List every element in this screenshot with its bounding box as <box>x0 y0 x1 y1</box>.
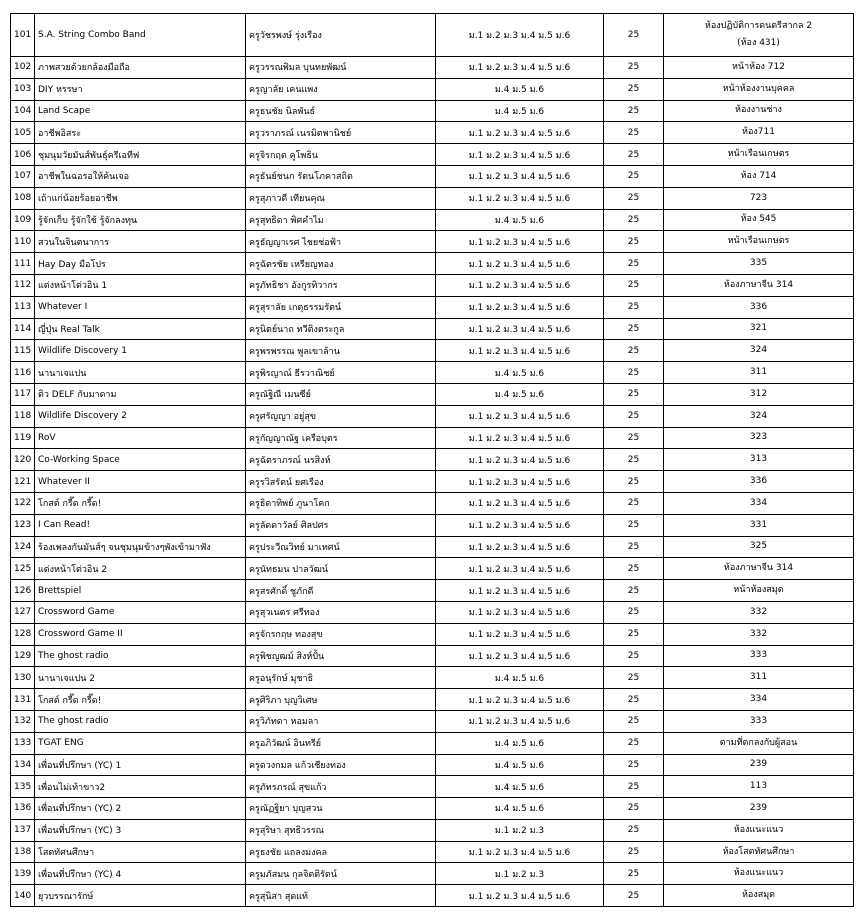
room-cell: ห้องโสตทัศนศึกษา <box>664 841 854 863</box>
row-number-cell: 105 <box>11 122 35 144</box>
activity-name-cell: เพื่อนไม่เท้าขาว2 <box>35 776 246 798</box>
row-number-cell: 101 <box>11 14 35 57</box>
activity-name-cell: นานาเจแปน 2 <box>35 667 246 689</box>
teacher-name-cell: ครูกัญญาณัฐ เครือบุตร <box>246 427 436 449</box>
table-body <box>11 14 854 907</box>
table-row <box>11 144 854 166</box>
row-number-cell: 109 <box>11 209 35 231</box>
activity-name-cell: ร้องเพลงกันมันส์ๆ จนชุมนุมข้างๆพังเข้ามาฟัง <box>35 536 246 558</box>
capacity-cell: 25 <box>604 645 664 667</box>
teacher-name-cell: ครูญาลัย เคนแพง <box>246 78 436 100</box>
table-row <box>11 667 854 689</box>
teacher-name-cell: ครูสุริษา สุทธิวรรณ <box>246 819 436 841</box>
row-number-cell: 129 <box>11 645 35 667</box>
room-cell: 324 <box>664 405 854 427</box>
row-number-cell: 132 <box>11 710 35 732</box>
activity-name-cell: Hay Day มือโปร <box>35 253 246 275</box>
row-number-cell: 122 <box>11 492 35 514</box>
capacity-cell: 25 <box>604 165 664 187</box>
table-row <box>11 601 854 623</box>
teacher-name-cell: ครูภัทธิชา อังกูรทิวากร <box>246 274 436 296</box>
teacher-name-cell: ครูธันย์ชนก รัตนโภคาสถิต <box>246 165 436 187</box>
grade-levels-cell: ม.1 ม.2 ม.3 ม.4 ม.5 ม.6 <box>436 231 604 253</box>
grade-levels-cell: ม.1 ม.2 ม.3 ม.4 ม.5 ม.6 <box>436 144 604 166</box>
grade-levels-cell: ม.4 ม.5 ม.6 <box>436 78 604 100</box>
teacher-name-cell: ครูสุทธิดา พิศคำไม <box>246 209 436 231</box>
table-row <box>11 863 854 885</box>
teacher-name-cell: ครูมภัสมน กุลจิตติรัตน์ <box>246 863 436 885</box>
activity-name-cell: S.A. String Combo Band <box>35 14 246 57</box>
grade-levels-cell: ม.1 ม.2 ม.3 ม.4 ม.5 ม.6 <box>436 492 604 514</box>
row-number-cell: 138 <box>11 841 35 863</box>
activity-name-cell: ญี่ปุ่น Real Talk <box>35 318 246 340</box>
grade-levels-cell: ม.4 ม.5 ม.6 <box>436 798 604 820</box>
row-number-cell: 104 <box>11 100 35 122</box>
capacity-cell: 25 <box>604 514 664 536</box>
table-row <box>11 536 854 558</box>
grade-levels-cell: ม.1 ม.2 ม.3 ม.4 ม.5 ม.6 <box>436 187 604 209</box>
grade-levels-cell: ม.1 ม.2 ม.3 ม.4 ม.5 ม.6 <box>436 645 604 667</box>
room-cell: 313 <box>664 449 854 471</box>
activity-name-cell: เพื่อนที่ปรึกษา (YC) 2 <box>35 798 246 820</box>
grade-levels-cell: ม.1 ม.2 ม.3 ม.4 ม.5 ม.6 <box>436 536 604 558</box>
room-cell: 336 <box>664 296 854 318</box>
room-cell: 336 <box>664 471 854 493</box>
teacher-name-cell: ครูรวิสรัตน์ ยศเรือง <box>246 471 436 493</box>
grade-levels-cell: ม.1 ม.2 ม.3 ม.4 ม.5 ม.6 <box>436 340 604 362</box>
teacher-name-cell: ครูจักรกฤษ ทองสุข <box>246 623 436 645</box>
row-number-cell: 114 <box>11 318 35 340</box>
activity-name-cell: เถ้าแก่น้อยร้อยอาชีพ <box>35 187 246 209</box>
teacher-name-cell: ครูภัทรภรณ์ สุขแก้ว <box>246 776 436 798</box>
grade-levels-cell: ม.1 ม.2 ม.3 ม.4 ม.5 ม.6 <box>436 885 604 907</box>
capacity-cell: 25 <box>604 558 664 580</box>
grade-levels-cell: ม.1 ม.2 ม.3 ม.4 ม.5 ม.6 <box>436 427 604 449</box>
row-number-cell: 130 <box>11 667 35 689</box>
capacity-cell: 25 <box>604 340 664 362</box>
capacity-cell: 25 <box>604 318 664 340</box>
activity-name-cell: ชุมนุมวัยมันส์พันธุ์ครีเอทีฟ <box>35 144 246 166</box>
capacity-cell: 25 <box>604 492 664 514</box>
teacher-name-cell: ครูธิดาทิพย์ ภูนาโคก <box>246 492 436 514</box>
capacity-cell: 25 <box>604 776 664 798</box>
teacher-name-cell: ครูธงชัย แถลงมงคล <box>246 841 436 863</box>
room-cell: 323 <box>664 427 854 449</box>
teacher-name-cell: ครูวราภรณ์ เนรมิตพานิชย์ <box>246 122 436 144</box>
teacher-name-cell: ครูอนุรักษ์ มุชาธิ <box>246 667 436 689</box>
table-row <box>11 405 854 427</box>
capacity-cell: 25 <box>604 78 664 100</box>
room-line-1: ห้องปฏิบัติการดนตรีสากล 2 <box>704 21 813 31</box>
capacity-cell: 25 <box>604 798 664 820</box>
room-cell: หน้าเรือนเกษตร <box>664 144 854 166</box>
room-cell: 239 <box>664 798 854 820</box>
room-cell: 325 <box>664 536 854 558</box>
table-row <box>11 427 854 449</box>
row-number-cell: 131 <box>11 689 35 711</box>
room-cell <box>664 14 854 57</box>
room-cell: 335 <box>664 253 854 275</box>
capacity-cell: 25 <box>604 100 664 122</box>
grade-levels-cell: ม.1 ม.2 ม.3 ม.4 ม.5 ม.6 <box>436 274 604 296</box>
grade-levels-cell: ม.4 ม.5 ม.6 <box>436 100 604 122</box>
activity-name-cell: โกสต์ กรี๊ด กรี๊ด! <box>35 689 246 711</box>
teacher-name-cell: ครูวิภัทดา หอมลา <box>246 710 436 732</box>
capacity-cell: 25 <box>604 14 664 57</box>
activity-name-cell: ยุวบรรณารักษ์ <box>35 885 246 907</box>
capacity-cell: 25 <box>604 536 664 558</box>
capacity-cell: 25 <box>604 689 664 711</box>
activity-name-cell: ติว DELF กับมาดาม <box>35 383 246 405</box>
room-cell: 334 <box>664 492 854 514</box>
row-number-cell: 106 <box>11 144 35 166</box>
activity-name-cell: อาชีพอิสระ <box>35 122 246 144</box>
table-row <box>11 645 854 667</box>
table-row <box>11 57 854 79</box>
room-cell: 239 <box>664 754 854 776</box>
grade-levels-cell: ม.1 ม.2 ม.3 ม.4 ม.5 ม.6 <box>436 318 604 340</box>
grade-levels-cell: ม.1 ม.2 ม.3 <box>436 819 604 841</box>
capacity-cell: 25 <box>604 253 664 275</box>
capacity-cell: 25 <box>604 383 664 405</box>
table-row <box>11 492 854 514</box>
teacher-name-cell: ครูอภิวัฒน์ อินทรีย์ <box>246 732 436 754</box>
row-number-cell: 125 <box>11 558 35 580</box>
table-row <box>11 885 854 907</box>
teacher-name-cell: ครูดวงกมล แก้วเชียงทอง <box>246 754 436 776</box>
room-cell: ตามที่ตกลงกับผู้สอน <box>664 732 854 754</box>
row-number-cell: 128 <box>11 623 35 645</box>
room-cell: 333 <box>664 645 854 667</box>
row-number-cell: 137 <box>11 819 35 841</box>
teacher-name-cell: ครูพิรญาณ์ ธีรวาณิชย์ <box>246 362 436 384</box>
table-row <box>11 558 854 580</box>
grade-levels-cell: ม.1 ม.2 ม.3 ม.4 ม.5 ม.6 <box>436 558 604 580</box>
activity-name-cell: แต่งหน้าโต่วอิน 2 <box>35 558 246 580</box>
capacity-cell: 25 <box>604 863 664 885</box>
activity-name-cell: Brettspiel <box>35 580 246 602</box>
row-number-cell: 123 <box>11 514 35 536</box>
teacher-name-cell: ครูฉัตราภรณ์ นรสิงห์ <box>246 449 436 471</box>
capacity-cell: 25 <box>604 57 664 79</box>
teacher-name-cell: ครูนัทธมน ปาลวัฒน์ <box>246 558 436 580</box>
row-number-cell: 127 <box>11 601 35 623</box>
teacher-name-cell: ครูวรรณพิมล บุนทยพัฒน์ <box>246 57 436 79</box>
grade-levels-cell: ม.4 ม.5 ม.6 <box>436 732 604 754</box>
capacity-cell: 25 <box>604 841 664 863</box>
row-number-cell: 116 <box>11 362 35 384</box>
grade-levels-cell: ม.1 ม.2 ม.3 ม.4 ม.5 ม.6 <box>436 122 604 144</box>
row-number-cell: 118 <box>11 405 35 427</box>
teacher-name-cell: ครูวัชรพงษ์ รุ่งเรือง <box>246 14 436 57</box>
table-row <box>11 841 854 863</box>
room-cell: 332 <box>664 623 854 645</box>
activity-name-cell: Wildlife Discovery 2 <box>35 405 246 427</box>
row-number-cell: 119 <box>11 427 35 449</box>
room-cell: 321 <box>664 318 854 340</box>
row-number-cell: 113 <box>11 296 35 318</box>
room-cell: 332 <box>664 601 854 623</box>
grade-levels-cell: ม.4 ม.5 ม.6 <box>436 667 604 689</box>
room-cell: ห้องภาษาจีน 314 <box>664 274 854 296</box>
activity-name-cell: Co-Working Space <box>35 449 246 471</box>
capacity-cell: 25 <box>604 471 664 493</box>
grade-levels-cell: ม.4 ม.5 ม.6 <box>436 776 604 798</box>
teacher-name-cell: ครูธัญญาเรศ ไชยช่อฟ้า <box>246 231 436 253</box>
capacity-cell: 25 <box>604 144 664 166</box>
row-number-cell: 126 <box>11 580 35 602</box>
table-row <box>11 187 854 209</box>
activity-name-cell: Crossword Game II <box>35 623 246 645</box>
table-row <box>11 732 854 754</box>
row-number-cell: 133 <box>11 732 35 754</box>
activity-table <box>10 13 854 907</box>
room-cell: ห้องแนะแนว <box>664 863 854 885</box>
grade-levels-cell: ม.1 ม.2 ม.3 ม.4 ม.5 ม.6 <box>436 449 604 471</box>
row-number-cell: 136 <box>11 798 35 820</box>
table-row <box>11 471 854 493</box>
grade-levels-cell: ม.1 ม.2 ม.3 <box>436 863 604 885</box>
table-row <box>11 100 854 122</box>
activity-name-cell: โสตทัศนศึกษา <box>35 841 246 863</box>
room-cell: ห้องแนะแนว <box>664 819 854 841</box>
grade-levels-cell: ม.1 ม.2 ม.3 ม.4 ม.5 ม.6 <box>436 57 604 79</box>
teacher-name-cell: ครูนิตย์นาถ ทวีติงตระกูล <box>246 318 436 340</box>
grade-levels-cell: ม.1 ม.2 ม.3 ม.4 ม.5 ม.6 <box>436 710 604 732</box>
grade-levels-cell: ม.1 ม.2 ม.3 ม.4 ม.5 ม.6 <box>436 253 604 275</box>
activity-name-cell: Crossword Game <box>35 601 246 623</box>
capacity-cell: 25 <box>604 122 664 144</box>
row-number-cell: 102 <box>11 57 35 79</box>
table-row <box>11 819 854 841</box>
row-number-cell: 139 <box>11 863 35 885</box>
table-row <box>11 383 854 405</box>
teacher-name-cell: ครูธนชัย นิลพันธ์ <box>246 100 436 122</box>
grade-levels-cell: ม.4 ม.5 ม.6 <box>436 754 604 776</box>
table-row <box>11 165 854 187</box>
row-number-cell: 110 <box>11 231 35 253</box>
table-row <box>11 689 854 711</box>
grade-levels-cell: ม.1 ม.2 ม.3 ม.4 ม.5 ม.6 <box>436 405 604 427</box>
room-cell: ห้อง 545 <box>664 209 854 231</box>
activity-name-cell: รู้จักเก็บ รู้จักใช้ รู้จักลงทุน <box>35 209 246 231</box>
grade-levels-cell: ม.1 ม.2 ม.3 ม.4 ม.5 ม.6 <box>436 471 604 493</box>
activity-name-cell: สวนในจินตนาการ <box>35 231 246 253</box>
capacity-cell: 25 <box>604 296 664 318</box>
capacity-cell: 25 <box>604 601 664 623</box>
table-row <box>11 362 854 384</box>
room-cell: หน้าห้อง 712 <box>664 57 854 79</box>
table-row <box>11 449 854 471</box>
room-cell: 311 <box>664 362 854 384</box>
activity-name-cell: เพื่อนที่ปรึกษา (YC) 1 <box>35 754 246 776</box>
capacity-cell: 25 <box>604 754 664 776</box>
teacher-name-cell: ครูพรพรรณ พูลเขาล้าน <box>246 340 436 362</box>
activity-name-cell: เพื่อนที่ปรึกษา (YC) 4 <box>35 863 246 885</box>
activity-name-cell: Land Scape <box>35 100 246 122</box>
row-number-cell: 112 <box>11 274 35 296</box>
grade-levels-cell: ม.4 ม.5 ม.6 <box>436 209 604 231</box>
grade-levels-cell: ม.1 ม.2 ม.3 ม.4 ม.5 ม.6 <box>436 689 604 711</box>
table-row <box>11 580 854 602</box>
row-number-cell: 103 <box>11 78 35 100</box>
grade-levels-cell: ม.1 ม.2 ม.3 ม.4 ม.5 ม.6 <box>436 623 604 645</box>
teacher-name-cell: ครูณัฏฐิยา บุญสวน <box>246 798 436 820</box>
room-cell: ห้องภาษาจีน 314 <box>664 558 854 580</box>
table-row <box>11 798 854 820</box>
teacher-name-cell: ครูสุภาวดี เทียนคุณ <box>246 187 436 209</box>
room-cell: 311 <box>664 667 854 689</box>
activity-name-cell: TGAT ENG <box>35 732 246 754</box>
table-row <box>11 253 854 275</box>
table-row <box>11 710 854 732</box>
capacity-cell: 25 <box>604 427 664 449</box>
capacity-cell: 25 <box>604 732 664 754</box>
activity-name-cell: DIY หรรษา <box>35 78 246 100</box>
room-cell: 312 <box>664 383 854 405</box>
capacity-cell: 25 <box>604 667 664 689</box>
activity-name-cell: RoV <box>35 427 246 449</box>
activity-name-cell: ภาพสวยด้วยกล้องมือถือ <box>35 57 246 79</box>
room-cell: 333 <box>664 710 854 732</box>
grade-levels-cell: ม.4 ม.5 ม.6 <box>436 362 604 384</box>
teacher-name-cell: ครูศรัญญา อยู่สุข <box>246 405 436 427</box>
teacher-name-cell: ครูณัฐิณี เมนซีย์ <box>246 383 436 405</box>
capacity-cell: 25 <box>604 819 664 841</box>
table-row <box>11 514 854 536</box>
table-row <box>11 296 854 318</box>
activity-name-cell: Wildlife Discovery 1 <box>35 340 246 362</box>
capacity-cell: 25 <box>604 885 664 907</box>
room-cell: ห้องสมุด <box>664 885 854 907</box>
capacity-cell: 25 <box>604 710 664 732</box>
table-row <box>11 122 854 144</box>
capacity-cell: 25 <box>604 405 664 427</box>
row-number-cell: 107 <box>11 165 35 187</box>
teacher-name-cell: ครูสุราลัย เกตุธรรมรัตน์ <box>246 296 436 318</box>
teacher-name-cell: ครูพิชญฒม์ สิงห์ปั้น <box>246 645 436 667</box>
activity-name-cell: Whatever II <box>35 471 246 493</box>
activity-name-cell: Whatever I <box>35 296 246 318</box>
capacity-cell: 25 <box>604 623 664 645</box>
activity-name-cell: แต่งหน้าโต่วอิน 1 <box>35 274 246 296</box>
teacher-name-cell: ครูสรศักดิ์ ชูภักดี <box>246 580 436 602</box>
table-row <box>11 231 854 253</box>
grade-levels-cell: ม.4 ม.5 ม.6 <box>436 383 604 405</box>
capacity-cell: 25 <box>604 187 664 209</box>
teacher-name-cell: ครูสุนิสา สุดแท้ <box>246 885 436 907</box>
teacher-name-cell: ครูจิรกฤต คูโพธิน <box>246 144 436 166</box>
table-row <box>11 78 854 100</box>
grade-levels-cell: ม.1 ม.2 ม.3 ม.4 ม.5 ม.6 <box>436 580 604 602</box>
room-cell: หน้าเรือนเกษตร <box>664 231 854 253</box>
teacher-name-cell: ครูประวีณวิทย์ มาเทศน์ <box>246 536 436 558</box>
row-number-cell: 115 <box>11 340 35 362</box>
room-cell: ห้อง 714 <box>664 165 854 187</box>
table-row <box>11 318 854 340</box>
grade-levels-cell: ม.1 ม.2 ม.3 ม.4 ม.5 ม.6 <box>436 514 604 536</box>
activity-name-cell: นานาเจแปน <box>35 362 246 384</box>
activity-name-cell: อาชีพในฉอรอให้ค้นเจอ <box>35 165 246 187</box>
capacity-cell: 25 <box>604 231 664 253</box>
table-row <box>11 776 854 798</box>
row-number-cell: 134 <box>11 754 35 776</box>
capacity-cell: 25 <box>604 449 664 471</box>
capacity-cell: 25 <box>604 209 664 231</box>
room-cell: หน้าห้องงานบุคคล <box>664 78 854 100</box>
grade-levels-cell: ม.1 ม.2 ม.3 ม.4 ม.5 ม.6 <box>436 296 604 318</box>
activity-name-cell: I Can Read! <box>35 514 246 536</box>
teacher-name-cell: ครูลัดดาวัลย์ ศิลปศร <box>246 514 436 536</box>
table-row <box>11 209 854 231</box>
row-number-cell: 120 <box>11 449 35 471</box>
row-number-cell: 108 <box>11 187 35 209</box>
teacher-name-cell: ครูฉัตรชัย เหรียญทอง <box>246 253 436 275</box>
room-cell: หน้าห้องสมุด <box>664 580 854 602</box>
activity-name-cell: The ghost radio <box>35 645 246 667</box>
row-number-cell: 121 <box>11 471 35 493</box>
table-row <box>11 754 854 776</box>
activity-name-cell: The ghost radio <box>35 710 246 732</box>
capacity-cell: 25 <box>604 274 664 296</box>
teacher-name-cell: ครูศิริภา บุญวิเศษ <box>246 689 436 711</box>
capacity-cell: 25 <box>604 362 664 384</box>
room-cell: 324 <box>664 340 854 362</box>
row-number-cell: 140 <box>11 885 35 907</box>
room-cell: ห้องงานช่าง <box>664 100 854 122</box>
room-cell: 331 <box>664 514 854 536</box>
activity-name-cell: เพื่อนที่ปรึกษา (YC) 3 <box>35 819 246 841</box>
activity-name-cell: โกสต์ กรี๊ด กรี๊ด! <box>35 492 246 514</box>
room-cell: 113 <box>664 776 854 798</box>
room-line-2: (ห้อง 431) <box>737 38 780 48</box>
room-cell: 723 <box>664 187 854 209</box>
row-number-cell: 117 <box>11 383 35 405</box>
grade-levels-cell: ม.1 ม.2 ม.3 ม.4 ม.5 ม.6 <box>436 165 604 187</box>
row-number-cell: 135 <box>11 776 35 798</box>
table-row <box>11 14 854 57</box>
room-cell: ห้อง711 <box>664 122 854 144</box>
table-row <box>11 623 854 645</box>
capacity-cell: 25 <box>604 580 664 602</box>
room-cell: 334 <box>664 689 854 711</box>
table-row <box>11 340 854 362</box>
grade-levels-cell: ม.1 ม.2 ม.3 ม.4 ม.5 ม.6 <box>436 841 604 863</box>
grade-levels-cell: ม.1 ม.2 ม.3 ม.4 ม.5 ม.6 <box>436 14 604 57</box>
row-number-cell: 111 <box>11 253 35 275</box>
table-row <box>11 274 854 296</box>
grade-levels-cell: ม.1 ม.2 ม.3 ม.4 ม.5 ม.6 <box>436 601 604 623</box>
teacher-name-cell: ครูสุวเนตร ศรีทอง <box>246 601 436 623</box>
row-number-cell: 124 <box>11 536 35 558</box>
